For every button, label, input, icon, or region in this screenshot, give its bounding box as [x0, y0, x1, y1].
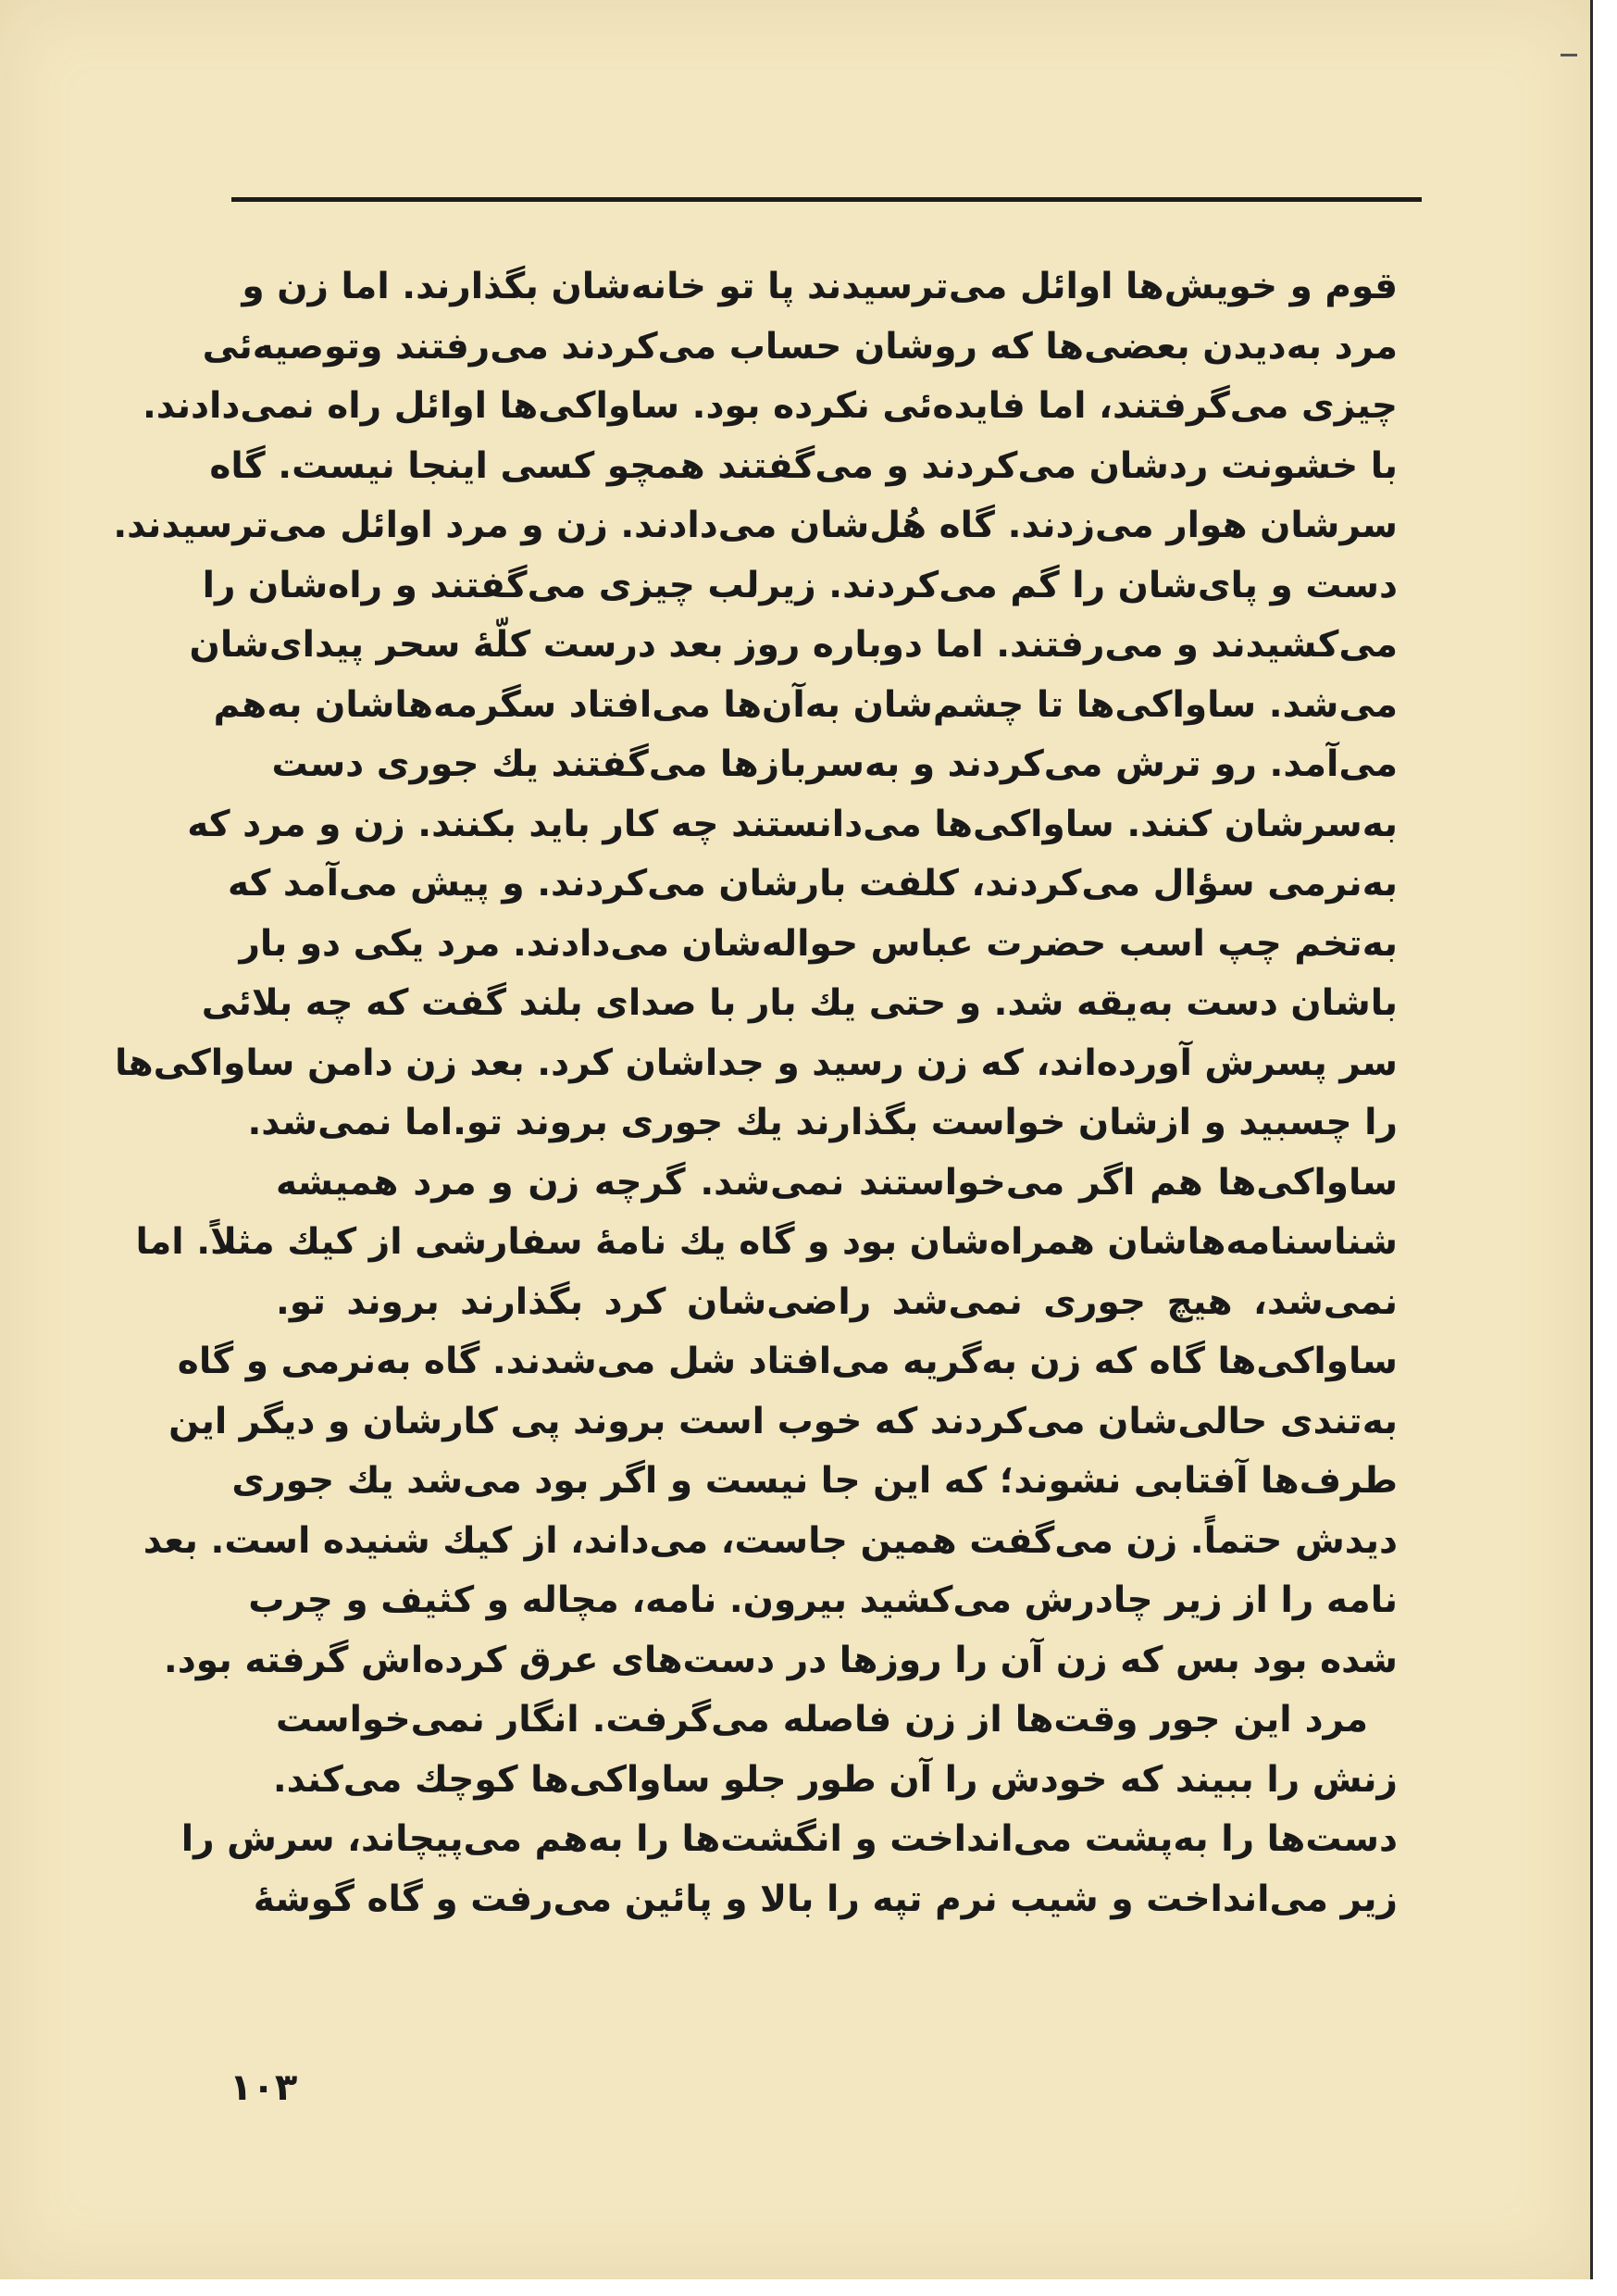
text-line: شده بود بس که زن آن را روزها در دست‌های عرق کرده‌اش گرفته بود.	[163, 1639, 1398, 1681]
header-rule	[231, 197, 1422, 202]
body-text	[113, 257, 1398, 1929]
text-line: سرشان هوار می‌زدند. گاه هُل‌شان می‌دادند. زن و مرد اوائل می‌ترسیدند.	[113, 505, 1398, 546]
text-line: به‌تندی حالی‌شان می‌کردند که خوب است بروند پی کارشان و دیگر این	[168, 1400, 1398, 1442]
text-line: ساواکی‌ها گاه که زن به‌گریه می‌افتاد شل می‌شدند. گاه به‌نرمی و گاه	[177, 1341, 1398, 1382]
text-line: نمی‌شد، هیچ جوری نمی‌شد راضی‌شان کرد بگذارند بروند تو.	[276, 1280, 1398, 1323]
page-edge-bottom	[0, 2279, 1614, 2296]
text-line: دست و پای‌شان را گم می‌کردند. زیرلب چیزی می‌گفتند و راه‌شان را	[202, 564, 1398, 606]
text-line: سر پسرش آورده‌اند، که زن رسید و جداشان کرد. بعد زن دامن ساواکی‌ها	[114, 1042, 1398, 1084]
text-line: می‌کشیدند و می‌رفتند. اما دوباره روز بعد درست کلّهٔ سحر پیدای‌شان	[189, 624, 1398, 666]
text-line: چیزی می‌گرفتند، اما فایده‌ئی نکرده بود. ساواکی‌ها اوائل راه نمی‌دادند.	[142, 385, 1398, 427]
text-line: نامه را از زیر چادرش می‌کشید بیرون. نامه، مچاله و کثیف و چرب	[248, 1579, 1398, 1621]
text-line: شناسنامه‌هاشان همراه‌شان بود و گاه یك نامهٔ سفارشی از کیك مثلاً. اما	[135, 1221, 1398, 1263]
text-line: دیدش حتماً. زن می‌گفت همین جاست، می‌داند، از کیك شنیده است. بعد	[143, 1519, 1398, 1562]
text-line: قوم و خویش‌ها اوائل می‌ترسیدند پا تو خانه‌شان بگذارند. اما زن و	[242, 266, 1398, 307]
page-edge-right	[1590, 0, 1617, 2296]
text-line: به‌سرشان کنند. ساواکی‌ها می‌دانستند چه کار باید بکنند. زن و مرد که	[187, 803, 1398, 845]
text-line: می‌آمد. رو ترش می‌کردند و به‌سربازها می‌گفتند یك جوری دست	[271, 743, 1398, 785]
text-line: مرد این جور وقت‌ها از زن فاصله می‌گرفت. انگار نمی‌خواست	[276, 1699, 1368, 1741]
text-line: ساواکی‌ها هم اگر می‌خواستند نمی‌شد. گرچه زن و مرد همیشه	[276, 1161, 1398, 1204]
text-line: را چسبید و ازشان خواست بگذارند یك جوری بروند تو.اما نمی‌شد.	[247, 1102, 1398, 1143]
text-line: زیر می‌انداخت و شیب نرم تپه را بالا و پائین می‌رفت و گاه گوشهٔ	[253, 1878, 1398, 1920]
text-line: زنش را ببیند که خودش را آن طور جلو ساواکی‌ها کوچك می‌کند.	[272, 1758, 1398, 1801]
page-number: ۱۰۳	[230, 2066, 298, 2109]
text-line: با خشونت ردشان می‌کردند و می‌گفتند همچو کسی اینجا نیست. گاه	[209, 444, 1398, 487]
text-line: می‌شد. ساواکی‌ها تا چشم‌شان به‌آن‌ها می‌افتاد سگرمه‌هاشان به‌هم	[213, 683, 1398, 726]
text-line: به‌تخم چپ اسب حضرت عباس حواله‌شان می‌دادند. مرد یکی دو بار	[239, 922, 1398, 965]
corner-mark	[1561, 54, 1577, 56]
text-line: به‌نرمی سؤال می‌کردند، کلفت بارشان می‌کردند. و پیش می‌آمد که	[228, 863, 1398, 905]
text-line: مرد به‌دیدن بعضی‌ها که روشان حساب می‌کردند می‌رفتند وتوصیه‌ئی	[202, 325, 1398, 368]
text-line: باشان دست به‌یقه شد. و حتی یك بار با صدای بلند گفت که چه بلائی	[201, 982, 1398, 1024]
text-line: طرف‌ها آفتابی نشوند؛ که این جا نیست و اگر بود می‌شد یك جوری	[231, 1460, 1398, 1502]
text-line: دست‌ها را به‌پشت می‌انداخت و انگشت‌ها را به‌هم می‌پیچاند، سرش را	[180, 1818, 1398, 1860]
